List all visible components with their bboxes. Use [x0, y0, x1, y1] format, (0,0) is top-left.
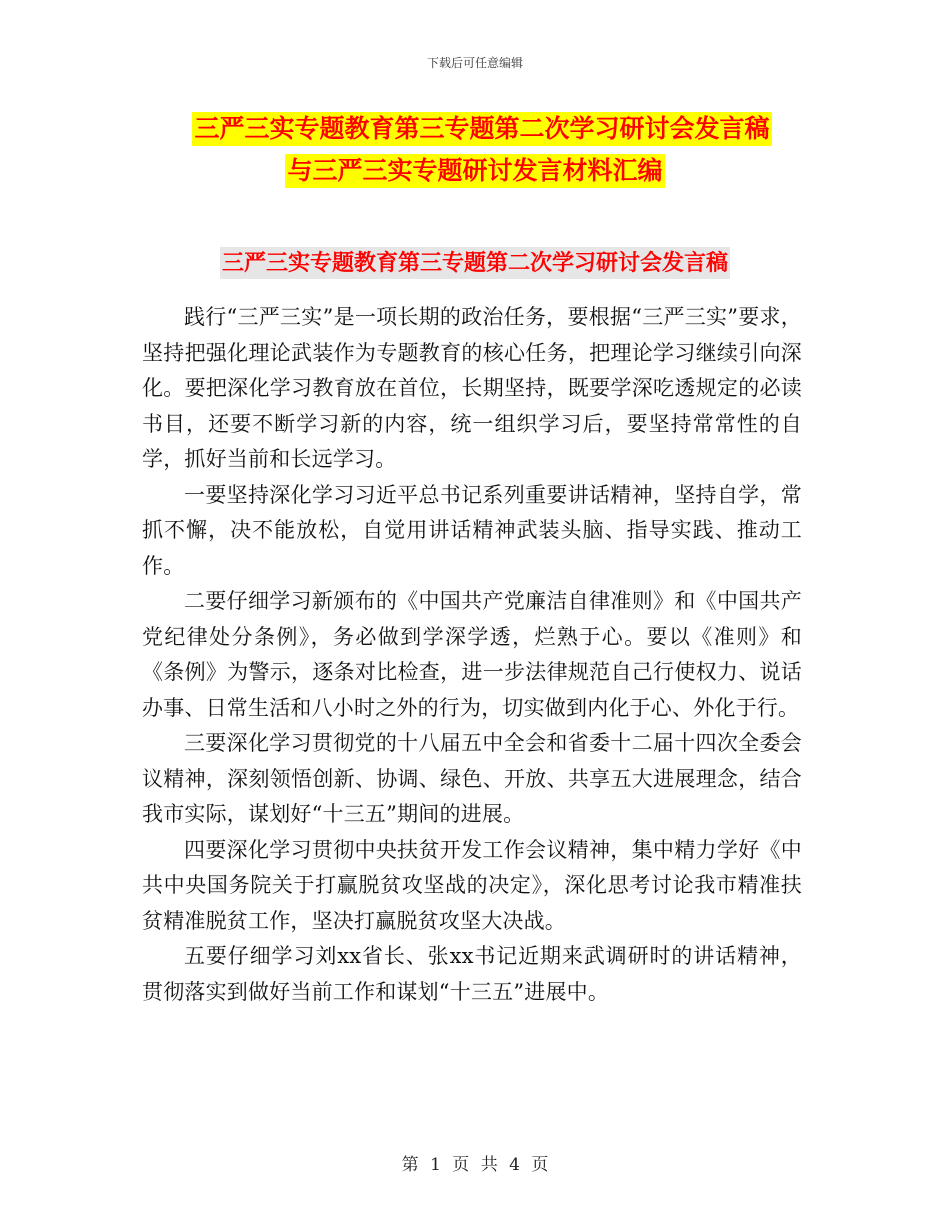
paragraph-point-4: 四要深化学习贯彻中央扶贫开发工作会议精神，集中精力学好《中共中央国务院关于打赢脱贫攻坚战的决定》，深化思考讨论我市精准扶贫精准脱贫工作，坚决打赢脱贫攻坚大决战。 [142, 837, 802, 933]
paragraph-point-5: 五要仔细学习刘xx省长、张xx书记近期来武调研时的讲话精神，贯彻落实到做好当前工作和谋划“十三五”进展中。 [142, 944, 802, 1004]
paragraph-intro: 践行“三严三实”是一项长期的政治任务，要根据“三严三实”要求，坚持把强化理论武装作为专题教育的核心任务，把理论学习继续引向深化。要把深化学习教育放在首位，长期坚持，既要学深吃透规定的必读书目，还要不断学习新的内容，统一组织学习后，要坚持常常性的自学，抓好当前和长远学习。 [142, 305, 802, 471]
paragraph-point-2: 二要仔细学习新颁布的《中国共产党廉洁自律准则》和《中国共产党纪律处分条例》，务必做到学深学透，烂熟于心。要以《准则》和《条例》为警示，逐条对比检查，进一步法律规范自己行使权力、说话办事、日常生活和八小时之外的行为，切实做到内化于心、外化于行。 [142, 589, 802, 720]
paragraph-point-1: 一要坚持深化学习习近平总书记系列重要讲话精神，坚持自学，常抓不懈，决不能放松，自觉用讲话精神武装头脑、指导实践、推动工作。 [142, 482, 802, 578]
page-header-note: 下载后可任意编辑 [426, 56, 523, 70]
document-title [0, 112, 950, 188]
page-number-footer: 第 1 页 共 4 页 [401, 1155, 549, 1175]
title-line-1: 三严三实专题教育第三专题第二次学习研讨会发言稿 [192, 112, 771, 146]
document-body [142, 300, 802, 1010]
section-heading-container [0, 247, 950, 279]
paragraph-point-3: 三要深化学习贯彻党的十八届五中全会和省委十二届十四次全委会议精神，深刻领悟创新、协调、绿色、开放、共享五大进展理念，结合我市实际，谋划好“十三五”期间的进展。 [142, 731, 802, 826]
section-heading: 三严三实专题教育第三专题第二次学习研讨会发言稿 [220, 247, 730, 279]
title-line-2: 与三严三实专题研讨发言材料汇编 [285, 154, 664, 188]
